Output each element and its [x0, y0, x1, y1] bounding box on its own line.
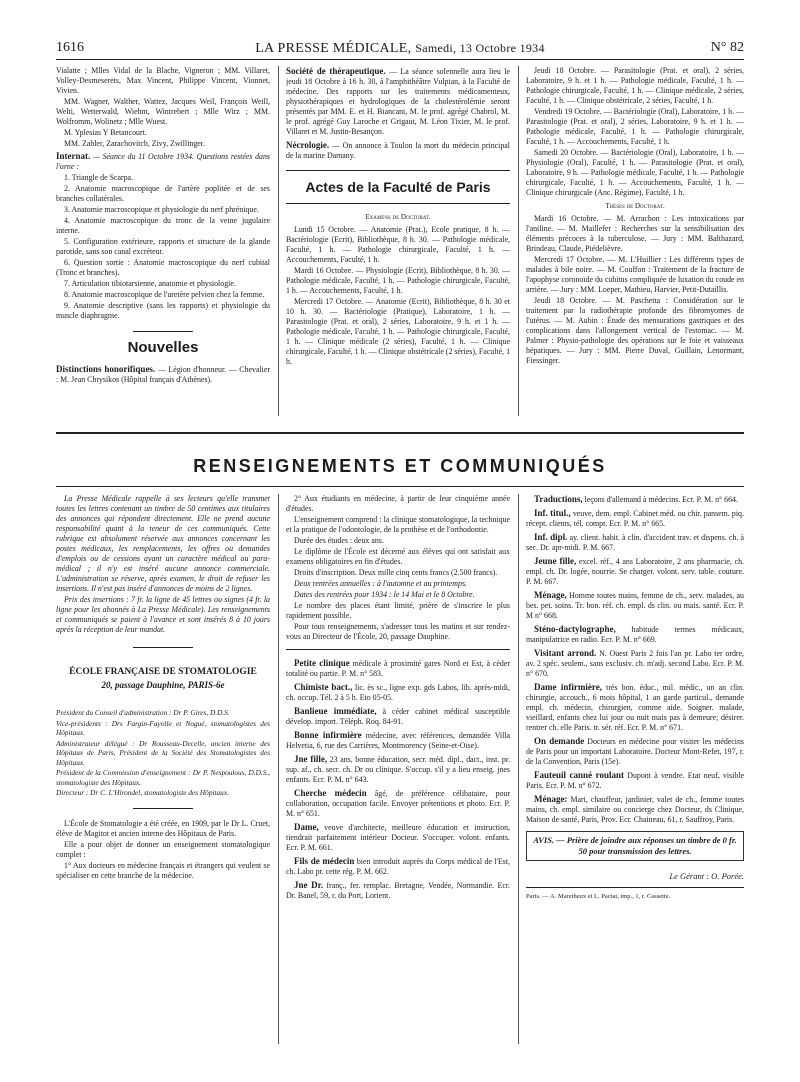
notice-prix: Prix des insertions : 7 fr. la ligne de 45 lettres ou signes (4 fr. la ligne pour les abonnés à La Presse Médicale). Les renseignements et communiqués se paient à l'avance et sont insérés 8 à 10 jours après la réception de leur mandat. [56, 595, 270, 634]
classified-ad [526, 556, 744, 587]
ad-heading: Petite clinique [294, 658, 350, 668]
classified-ad [286, 880, 510, 901]
theses-title: Thèses de Doctorat. [605, 202, 665, 210]
ad-heading: Fils de médecin [294, 856, 355, 866]
classified-ad [526, 590, 744, 621]
page-header [56, 40, 744, 56]
classified-ad [526, 532, 744, 553]
classified-ad [286, 730, 510, 751]
ad-text: habitude termes médicaux, manipulatrice en radio. Ecr. P. M. n° 669. [526, 625, 744, 644]
exam-day: Lundi 15 Octobre. — Anatomie (Prat.), Ecole pratique, 8 h. — Bactériologie (Ecrit), Bibliothèque, 8 h. 30. — Pathologie médicale, Faculté, 1 h. — Pathologie chirurgicale, Faculté, 1 h. — Accouchements, Faculté, 1 h. [286, 225, 510, 264]
ecole-paragraph: Deux rentrées annuelles : à l'automne et au printemps. [294, 579, 467, 588]
ecole-paragraph: Le diplôme de l'École est décerné aux élèves qui ont satisfait aux examens obligatoires en fin d'études. [286, 547, 510, 566]
ad-heading: Banlieue immédiate, [294, 706, 377, 716]
classified-ad [526, 736, 744, 767]
exam-day: Jeudi 18 Octobre. — Parasitologie (Prat. et oral), 2 séries, Laboratoire, 9 h. et 1 h. — Pathologie médicale, Faculté, 1 h. — Pathologie chirurgicale, Faculté, 1 h. — Clinique médicale, 2 séries, Faculté, 1 h. — Clinique obstétricale, 2 séries, Faculté, 1 h. [526, 66, 744, 105]
societe-label: Société de thérapeutique. [286, 66, 386, 76]
these-day: Mercredi 17 Octobre. — M. L'Huillier : Les différents types de malades à bile noire. — M. Couffon : Traitement de la fracture de l'apophyse coronoïde du cubitus compliquée de luxation du coude en arrière. — Jury : MM. Loeper, Mathieu, Harvier, Petit-Dutaillis. [526, 255, 744, 294]
internat-label: Internat. [56, 151, 91, 161]
ecole-paragraph: Elle a pour objet de donner un enseignement stomatologique complet : [56, 839, 270, 859]
question-item: 4. Anatomie macroscopique du tronc de la veine jugulaire interne. [56, 216, 270, 235]
column-bottom-right [526, 494, 744, 1054]
classified-ad [526, 508, 744, 529]
ad-heading: Inf. titul., [534, 508, 571, 518]
separator [286, 649, 510, 650]
necrologie-label: Nécrologie. [286, 140, 330, 150]
staff-member: Vice-présidents : Drs Fargin-Fayolle et Nogué, stomatologistes des Hôpitaux. [56, 718, 270, 737]
column-right [526, 66, 744, 426]
names-list: Vialatte ; Mlles Vidal de la Blache, Vigneron ; MM. Villaret, Volley-Desmeserets, Max Vincent, Philippe Vincent, Vionnet, Vivien. [56, 66, 270, 95]
ad-heading: Sténo-dactylographe, [534, 624, 616, 634]
ad-heading: Cherche médecin [294, 788, 367, 798]
column-divider [278, 494, 279, 1044]
classified-ad [286, 856, 510, 877]
necrologie-text: — On annonce à Toulon la mort du médecin principal de la marine Damany. [286, 141, 510, 160]
classified-ad [286, 682, 510, 703]
ad-heading: Chimiste bact., [294, 682, 353, 692]
exam-day: Mercredi 17 Octobre. — Anatomie (Ecrit), Bibliothèque, 8 h. 30 et 10 h. 30. — Bactériologie (Pratique), Laboratoire, 1 h. — Parasitologie (Prat. et oral), 2 séries, Laboratoire, 9 h. et 1 h. — Pathologie médicale, Faculté, 1 h. — Pathologie chirurgicale, Faculté, 1 h. — Clinique médicale (2 séries), Faculté, 1 h. — Clinique chirurgicale, Faculté, 1 h. — Clinique obstétricale (2 séries), Faculté, 1 h. [286, 297, 510, 366]
ecole-paragraph: Le nombre des places étant limité, prière de s'inscrire le plus rapidement possible. [286, 601, 510, 620]
classified-ad [286, 754, 510, 785]
these-day: Mardi 16 Octobre. — M. Arrachon : Les intoxications par l'aniline. — M. Maillefer : Recherches sur la sensibilisation des éléments précoces à la tuberculose. — Jury : MM. Balthazard, Brindeau, Claude, Piédelièvre. [526, 214, 744, 253]
ad-heading: Ménage, [534, 590, 567, 600]
classified-ad [526, 648, 744, 679]
ad-text: franç., fer. remplac. Bretagne, Vendée, Normandie. Ecr. Dr. Banel, 59, r. du Port, Lorient. [286, 881, 510, 900]
ecole-staff [56, 708, 270, 798]
ecole-title: ÉCOLE FRANÇAISE DE STOMATOLOGIE [69, 667, 257, 677]
masthead [56, 40, 744, 57]
issue-number: N° 82 [710, 40, 744, 55]
question-item: 1. Triangle de Scarpa. [64, 173, 134, 182]
column-bottom-left [56, 494, 270, 1054]
examens-title: Examens de Doctorat. [365, 213, 431, 221]
classified-ad [526, 624, 744, 645]
nouvelles-title: Nouvelles [127, 339, 199, 356]
ad-text: 23 ans, bonne éducation, secr. méd. dipl., dact., inst. pr. sup. af., ch. secr. ch. Dr ou clinique. S'occup. s'il y a lieu enseig. jnes enfants. Ecr. P. M. n° 643. [286, 755, 510, 784]
classified-ad [286, 706, 510, 727]
ad-text: N. Ouest Paris 2 fois l'an pr. Labo ter ordre, av. 2 spéc. seulem., sans exclusiv. ch. m'adj. second Labo. Ecr. P. M. n° 670. [526, 649, 744, 678]
ecole-paragraph: Dates des rentrées pour 1934 : le 14 Mai et le 8 Octobre. [294, 590, 475, 599]
ecole-paragraph: 1° Aux docteurs en médecine français et étrangers qui veulent se spécialiser en cette branche de la médecine. [56, 860, 270, 880]
ad-text: bien introduit auprès du Corps médical de l'Est, ch. Labo pr. cette rég. P. M. 662. [286, 857, 510, 876]
internat-text: — Séance du 11 Octobre 1934. Questions restées dans l'urne : [56, 152, 270, 171]
ad-text: leçons d'allemand à médecins. Ecr. P. M. n° 664. [584, 495, 738, 504]
column-divider [518, 66, 519, 416]
page-number: 1616 [56, 40, 84, 55]
ad-heading: Jeune fille, [534, 556, 577, 566]
question-item: 8. Anatomie macroscopique de l'uretère pelvien chez la femme. [64, 290, 265, 299]
section-rule [56, 432, 744, 434]
separator [133, 808, 193, 809]
ad-heading: Ménage: [534, 794, 568, 804]
ad-text: médecine, avec références, demandée Villa Helvetia, 6, rue des Carrières, Montmorency (Seine-et-Oise). [286, 731, 510, 750]
notice-text: La Presse Médicale rappelle à ses lecteurs qu'elle transmet toutes les lettres contenant un timbre de 50 centimes aux titulaires des annonces qui répondent directement. Elle ne prend aucune responsabilité quant à la teneur de ces communiqués. Cette rubrique est absolument réservée aux annonces concernant les postes médicaux, les remplacements, les offres ou demandes d'emplois ou de cessions ayant un caractère médical ou para-médical ; il n'y est inséré aucune annonce commerciale. L'administration se réserve, après examen, le droit de refuser les insertions. Il n'est pas inséré d'annonces de moins de 2 lignes. [56, 494, 270, 593]
exam-day: Samedi 20 Octobre. — Bactériologie (Oral), Laboratoire, 1 h. — Physiologie (Oral), Faculté, 1 h. — Parasitologie (Prat. et oral), Laboratoire, 9 h. — Pathologie médicale, Faculté, 1 h. — Pathologie chirurgicale, Faculté, 1 h. — Accouchements, Faculté, 1 h. — Clinique chirurgicale (Anc. Régime), Faculté, 1 h. [526, 148, 744, 197]
column-divider [278, 66, 279, 416]
classified-ad [526, 682, 744, 733]
names-list: MM. Zahler, Zarachovitch, Zivy, Zwillinger. [64, 139, 205, 148]
journal-name: LA PRESSE MÉDICALE, [255, 41, 412, 56]
classified-ads [286, 658, 510, 901]
ad-text: excel. réf., 4 ans Laboratoire, 2 ans pharmacie, ch. empl. ch. Dr. logée, nourrie. Se charger. volont. serv. table. couture. P. M. 667. [526, 557, 744, 586]
staff-member: Directeur : Dr C. L'Hirondel, stomatologiste des Hôpitaux. [56, 788, 229, 797]
ecole-paragraph: L'École de Stomatologie a été créée, en 1909, par le Dr L. Cruet, élève de Magitot et ancien interne des Hôpitaux de Paris. [56, 818, 270, 838]
section-rule [56, 486, 744, 487]
ad-text: âgé, de préférence célibataire, pour collaboration, occupation facile. Envoyer prétentions et photo. Ecr. P. M. n° 651. [286, 789, 510, 818]
ecole-paragraph: 2° Aux étudiants en médecine, à partir de leur cinquième année d'études. [286, 494, 510, 513]
separator [133, 647, 193, 648]
ad-heading: Bonne infirmière [294, 730, 362, 740]
these-day: Jeudi 18 Octobre. — M. Paschetta : Considération sur le traitement par la radiothérapie profonde des fibromyomes de l'utérus. — M. Aubin : Étude des mensurations gastriques et des complications dans l'allongement vertical de l'estomac. — M. Palmer : Physio-pathologie des opérations sur le foie et vaisseaux hépatiques. — Jury : MM. Pierre Duval, Guillain, Lenormant, Fiessinger. [526, 296, 744, 365]
gerant-signature: Le Gérant : O. Porée. [669, 871, 744, 881]
ad-heading: Jne Dr. [294, 880, 324, 890]
ad-heading: Jne fille, [294, 754, 328, 764]
ad-heading: Dame, [294, 822, 319, 832]
ecole-paragraph: Droits d'inscription. Deux mille cinq cents francs (2.500 francs). [294, 568, 498, 577]
ad-heading: Traductions, [534, 494, 583, 504]
ad-heading: Dame infirmière, [534, 682, 602, 692]
ad-heading: Visitant arrond. [534, 648, 597, 658]
header-rule [56, 59, 744, 60]
ad-text: veuve, dem. empl. Cabinet méd. ou chir. pansem. piq. récept. clients, tél. compt. Ecr. P. M. n° 665. [526, 509, 744, 528]
exam-day: Mardi 16 Octobre. — Physiologie (Ecrit), Bibliothèque, 8 h. 30. — Pathologie médicale, Faculté, 1 h. — Pathologie chirurgicale, Faculté, 1 h. — Accouchements, Faculté, 1 h. [286, 266, 510, 295]
question-item: 9. Anatomie descriptive (sans les rapports) et physiologie du muscle diaphragme. [56, 301, 270, 320]
actes-title: Actes de la Faculté de Paris [305, 179, 491, 195]
avis-box: AVIS. — Prière de joindre aux réponses un timbre de 0 fr. 50 pour transmission des lettres. [526, 831, 744, 861]
column-left [56, 66, 270, 426]
classified-ad [526, 794, 744, 825]
exam-day: Vendredi 19 Octobre. — Bactériologie (Oral), Laboratoire, 1 h. — Parasitologie (Prat. et oral), 2 séries, Laboratoire, 9 h. et 1 h. — Pathologie médicale, Faculté, 1 h. — Pathologie chirurgicale, Faculté, 1 h. — Accouchements, Faculté, 1 h. [526, 107, 744, 146]
ad-text: Mari, chauffeur, jardinier, valet de ch., femme toutes mains, ch. empl. similaire ou concierge chez Docteur, ds Clinique, Maison de santé, Paris, Prov. Ecr. Chaineau, 61, r. Sauffroy, Paris. [526, 795, 744, 824]
ad-text: médicale à proximité gares Nord et Est, à céder totalité ou partie. P. M. n° 583. [286, 659, 510, 678]
question-item: 3. Anatomie macroscopique et physiologie du nerf phrénique. [64, 205, 259, 214]
distinctions-text: — Légion d'honneur. — Chevalier : M. Jean Chrysikos (Hôpital français d'Athènes). [56, 365, 270, 384]
ad-heading: Inf. dipl. [534, 532, 568, 542]
ad-heading: On demande [534, 736, 585, 746]
column-bottom-center [286, 494, 510, 1054]
ad-text: Homme toutes mains, femme de ch., serv. malades, au bes. pet. soins. Tr. bon. réf. ch. empl. ds clin. ou mais. santé. Ecr. P. M n° 668. [526, 591, 744, 620]
question-list [56, 173, 270, 321]
imprimeur: Paris. — A. Maretheux et L. Pactat, imp., 1, r. Cassette. [526, 893, 671, 900]
ad-text: ay. client. habit. à clin. d'accident trav. et dispens. ch. à sec. Dr. apr-midi. P. M. 667. [526, 533, 744, 552]
classified-ad [526, 494, 744, 505]
classified-ad [286, 788, 510, 819]
classified-ad [526, 770, 744, 791]
question-item: 7. Articulation tibiotarsienne, anatomie et physiologie. [64, 279, 236, 288]
classified-ad [286, 658, 510, 679]
societe-text: — La séance solennelle aura lieu le jeudi 18 Octobre à 16 h. 30, à l'amphithéâtre Vulpian, à la Faculté de médecine. Des rapports sur les traitements médicamenteux, physiothérapiques et hydrologiques de la cholestérolémie seront présentés par MM. E. et H. Biancani, M. le prof. agrégé Chabrol, M. le prof. agrégé Guy Laroche et Grigaut, M. Léon Tixier, M. le prof. Villaret et M. Justin-Besançon. [286, 67, 510, 136]
ad-text: Docteurs en médecine pour visiter les médecins de Paris pour un important Laboratoire. Docteur Mont-Refet, 197, r. de la Convention, Paris (15e). [526, 737, 744, 766]
renseignements-title: RENSEIGNEMENTS ET COMMUNIQUÉS [193, 456, 607, 476]
classified-ads [526, 494, 744, 825]
distinctions-label: Distinctions honorifiques. [56, 364, 156, 374]
ad-heading: Fauteuil canné roulant [534, 770, 624, 780]
question-item: 2. Anatomie macroscopique de l'artère poplitée et de ses branches collatérales. [56, 184, 270, 203]
issue-date: Samedi, 13 Octobre 1934 [415, 41, 545, 55]
column-divider [518, 494, 519, 1044]
column-center [286, 66, 510, 426]
ad-text: lic. ès sc., ligne exp. gds Labos, lib. après-midi, ch. occup. Tél. 2 à 5 h. Eto 05-05. [286, 683, 510, 702]
names-list: M. Yplesias Y Betancourt. [64, 128, 147, 137]
separator [286, 170, 510, 171]
question-item: 5. Configuration extérieure, rapports et structure de la glande parotide, sans son canal excréteur. [56, 237, 270, 256]
ecole-paragraph: L'enseignement comprend : la clinique stomatologique, la technique et la pratique de l'odontologie, de la prothèse et de l'orthodontie. [286, 515, 510, 534]
staff-member: Administrateur délégué : Dr Rousseau-Decelle, ancien interne des Hôpitaux de Paris, Président de la Société des Stomatologistes des Hôpitaux. [56, 738, 270, 767]
names-list: MM. Wagner, Walther, Wattez, Jacques Weil, François Weill, Welti, Wetterwald, Wiehm, Wintrebert ; Mlle Wirz ; MM. Wolfromm, Wolinetz ; Mlle Wuest. [56, 97, 270, 126]
classified-ad [286, 822, 510, 853]
ad-text: Dupont à vendre. Etat neuf, visible Paris. Ecr. P. M. n° 672. [526, 771, 744, 790]
ad-text: très bon. éduc., mil. médic., un an clin. chirurgie, accouch., 6 mois hôpital, 1 an garde particul., demande empl. ch. médecin, chirurgien, comme aide. Soigner. malade, vieillard, enfants chez lui jour ou nuit mais pas à demeure; désirer. rentrer ch. elle Paris. tr. sér. réf. Ecr. P. M. n° 671. [526, 683, 744, 732]
footer-rule [526, 887, 744, 888]
ad-text: veuve d'architecte, meilleure éducation et instruction, tiendrait parfaitement intérieur Docteur. S'occuper. volont. enfants. Ecr. P. M. 661. [286, 823, 510, 852]
ecole-paragraph: Pour tous renseignements, s'adresser tous les matins et sur rendez-vous au Directeur de l'École, 20, passage Dauphine. [286, 622, 510, 641]
staff-member: Président du Conseil d'administration : Dr P. Gires, D.D.S. [56, 708, 230, 717]
separator [133, 331, 193, 332]
question-item: 6. Question sortie : Anatomie macroscopique du nerf cubital (Tronc et branches). [56, 258, 270, 277]
separator [286, 203, 510, 204]
ad-text: à céder cabinet médical susceptible dévelop. import. Téléph. Roq. 84-91. [286, 707, 510, 726]
ecole-address: 20, passage Dauphine, PARIS-6e [101, 680, 225, 690]
ecole-paragraph: Durée des études : deux ans. [294, 536, 384, 545]
staff-member: Président de la Commission d'enseignement : Dr P. Nespoulous, D.D.S., stomatologiste des Hôpitaux. [56, 768, 270, 787]
